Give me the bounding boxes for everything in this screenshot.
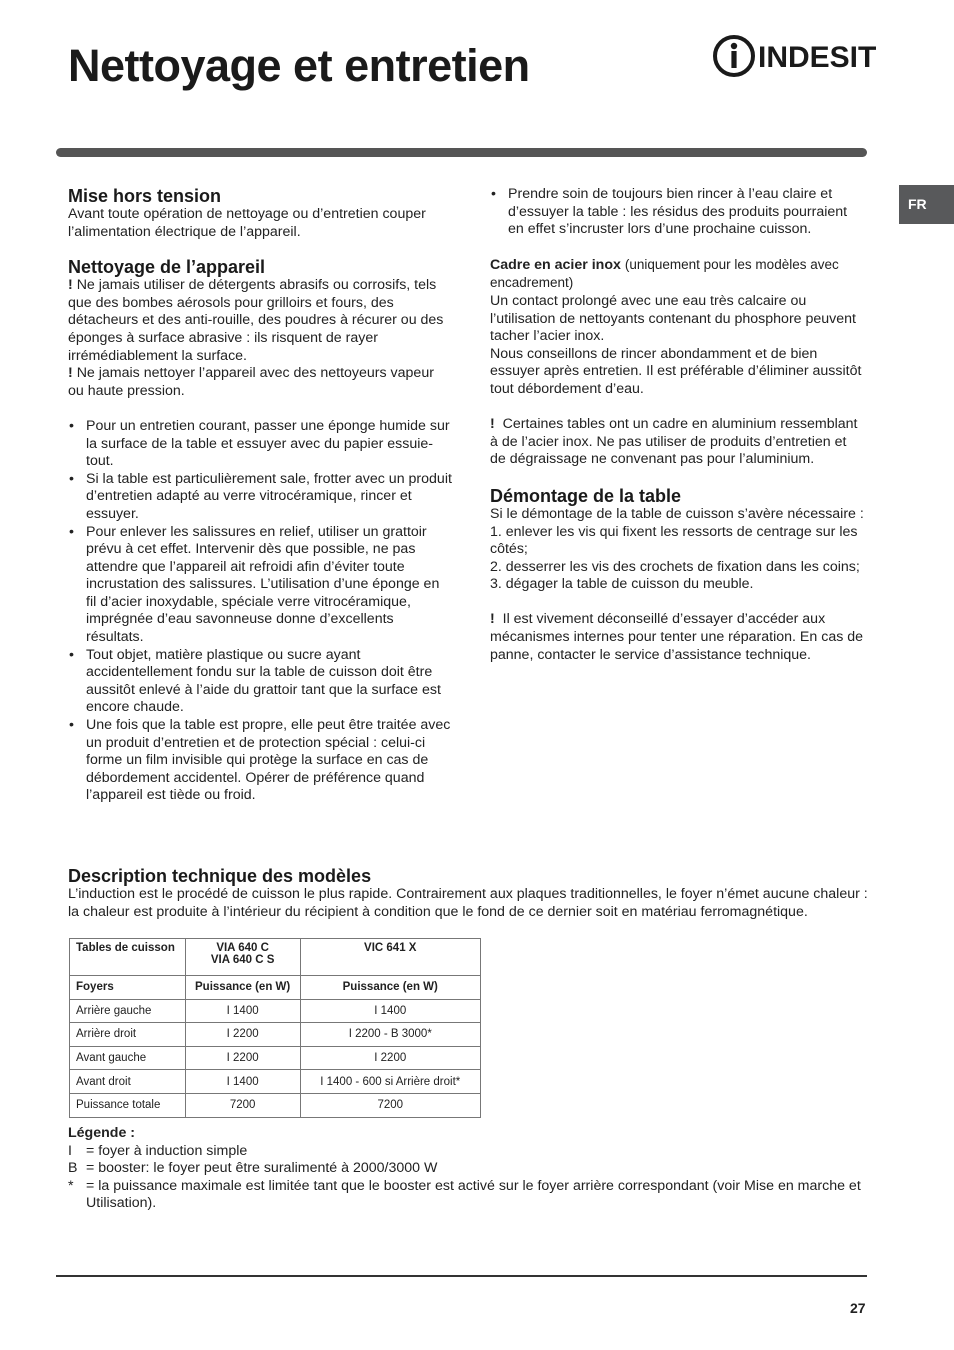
legend-item [68, 1143, 868, 1161]
demontage-intro: Si le démontage de la table de cuisson s’avère nécessaire : [490, 505, 864, 522]
nettoyage-warning-1: ! Ne jamais utiliser de détergents abrasifs ou corrosifs, tels que des bombes aérosols pour grilloirs et fours, des détacheurs et des anti-rouille, des poudres à récurer ou des éponges à surface abrasive : ils risquent de rayer irrémédiablement la surface. [68, 277, 444, 364]
inox-paragraph-1: Un contact prolongé avec une eau très calcaire ou l’utilisation de nettoyants contenant du phosphore peuvent tacher l’acier inox. [490, 292, 856, 345]
header-divider [56, 148, 867, 157]
footer-divider [56, 1275, 867, 1277]
table-header-cell: Puissance (en W) [185, 976, 300, 1000]
table-row [70, 939, 481, 976]
table-row [70, 1046, 481, 1070]
legend-text: = la puissance maximale est limitée tant que le booster est activé sur le foyer arrière correspondant (voir Mise en marche et Utilisation). [86, 1177, 861, 1212]
mise-hors-tension-text: Avant toute opération de nettoyage ou d’entretien couper l’alimentation électrique de l’appareil. [68, 206, 426, 240]
table-cell: I 1400 [185, 1070, 300, 1094]
table-row [70, 976, 481, 1000]
brand-name: INDESIT [758, 41, 877, 74]
table-row [70, 999, 481, 1023]
warning-mark: ! [490, 416, 495, 433]
legend-item [68, 1160, 868, 1178]
legend-item [68, 1178, 868, 1213]
warning-mark: ! [68, 365, 73, 382]
demontage-step-2: 2. desserrer les vis des crochets de fixation dans les coins; [490, 558, 860, 575]
table-header-cell: Tables de cuisson [70, 939, 186, 976]
cleaning-bullet-list [68, 418, 453, 805]
table-cell: I 2200 - B 3000* [300, 1023, 480, 1047]
table-row [70, 1023, 481, 1047]
page-title: Nettoyage et entretien [68, 40, 530, 91]
section-title-mise-hors-tension: Mise hors tension [68, 186, 222, 206]
rinse-bullet-list [490, 186, 865, 239]
legend-text: = foyer à induction simple [86, 1142, 248, 1159]
table-cell: Avant gauche [70, 1046, 186, 1070]
left-column [68, 186, 453, 805]
legend-symbol: I [68, 1142, 72, 1159]
table-cell: I 1400 - 600 si Arrière droit* [300, 1070, 480, 1094]
nettoyage-warning-2: ! Ne jamais nettoyer l’appareil avec des nettoyeurs vapeur ou haute pression. [68, 365, 434, 399]
aluminium-warning: ! Certaines tables ont un cadre en aluminium ressemblant à de l’acier inox. Ne pas utiliser de produits d’entretien et de dégraissage ne convenant pas pour l’aluminium. [490, 416, 858, 468]
legend-title: Légende : [68, 1125, 136, 1141]
right-column [490, 186, 865, 664]
description-text: L’induction est le procédé de cuisson le plus rapide. Contrairement aux plaques traditionnelles, le foyer n’émet aucune chaleur : la chaleur est produite à l’intérieur du récipient à condition que le fond de ce dernier soit en matériau ferromagnétique. [68, 886, 868, 920]
warning-mark: ! [68, 277, 73, 294]
section-title-nettoyage: Nettoyage de l’appareil [68, 257, 266, 278]
section-title-demontage: Démontage de la table [490, 485, 682, 506]
list-item: • Une fois que la table est propre, elle peut être traitée avec un produit d’entretien et de protection spécial : celui-ci forme un film invisible qui protège la surface en cas de débordement accidentel. Opérer de préférence quand l’appareil est tiède ou froid. [68, 717, 453, 805]
table-header-cell: VIA 640 C VIA 640 C S [185, 939, 300, 976]
table-cell: I 2200 [185, 1023, 300, 1047]
table-header-cell: Puissance (en W) [300, 976, 480, 1000]
table-cell: I 2200 [185, 1046, 300, 1070]
table-cell: 7200 [185, 1093, 300, 1117]
list-item: • Prendre soin de toujours bien rincer à l’eau claire et d’essuyer la table : les résidus des produits pourraient en effet s’incruster lors d’une prochaine cuisson. [490, 186, 865, 239]
table-cell: I 1400 [300, 999, 480, 1023]
inox-note: (uniquement pour les modèles avec encadrement) [490, 256, 839, 291]
indesit-logo [712, 34, 877, 78]
list-item: • Pour un entretien courant, passer une éponge humide sur la surface de la table et essuyer avec du papier essuie-tout. [68, 418, 453, 471]
language-tab: FR [899, 185, 954, 224]
inox-title: Cadre en acier inox [490, 256, 621, 273]
list-item: • Tout objet, matière plastique ou sucre ayant accidentellement fondu sur la table de cuisson doit être aussitôt enlevé à l’aide du grattoir tant que la surface est encore chaude. [68, 647, 453, 717]
legend-symbol: * [68, 1177, 74, 1194]
table-cell: I 1400 [185, 999, 300, 1023]
demontage-step-3: 3. dégager la table de cuisson du meuble. [490, 576, 754, 593]
legend-text: = booster: le foyer peut être suralimenté à 2000/3000 W [86, 1160, 438, 1177]
power-specification-table [69, 938, 481, 1118]
repair-warning: ! Il est vivement déconseillé d’essayer d’accéder aux mécanismes internes pour tenter une réparation. En cas de panne, contacter le service d’assistance technique. [490, 611, 864, 663]
table-row [70, 1070, 481, 1094]
demontage-step-1: 1. enlever les vis qui fixent les ressorts de centrage sur les côtés; [490, 523, 858, 558]
technical-description [68, 866, 868, 921]
warning-mark: ! [490, 611, 495, 628]
section-title-description: Description technique des modèles [68, 866, 372, 886]
legend-symbol: B [68, 1160, 78, 1177]
table-cell: Arrière gauche [70, 999, 186, 1023]
table-header-cell: Foyers [70, 976, 186, 1000]
table-cell: 7200 [300, 1093, 480, 1117]
table-row [70, 1093, 481, 1117]
brand-mark-icon [712, 34, 756, 78]
inox-paragraph-2: Nous conseillons de rincer abondamment et de bien essuyer après entretien. Il est préférable d’éliminer aussitôt tout débordement d’eau. [490, 345, 862, 397]
list-item: • Pour enlever les salissures en relief, utiliser un grattoir prévu à cet effet. Intervenir dès que possible, ne pas attendre que l’appareil ait refroidi afin d’éviter toute incrustation des salissures. L’utilisation d’une éponge en fil d’acier inoxydable, spéciale verre vitrocéramique, imprégnée d’eau savonneuse donne d’excellents résultats. [68, 524, 453, 647]
table-cell: I 2200 [300, 1046, 480, 1070]
table-header-cell: VIC 641 X [300, 939, 480, 976]
list-item: • Si la table est particulièrement sale, frotter avec un produit d’entretien adapté au verre vitrocéramique, rincer et essuyer. [68, 471, 453, 524]
legend [68, 1125, 868, 1213]
table-cell: Avant droit [70, 1070, 186, 1094]
inox-heading [490, 256, 865, 293]
table-cell: Puissance totale [70, 1093, 186, 1117]
table-cell: Arrière droit [70, 1023, 186, 1047]
page-number: 27 [850, 1300, 866, 1316]
